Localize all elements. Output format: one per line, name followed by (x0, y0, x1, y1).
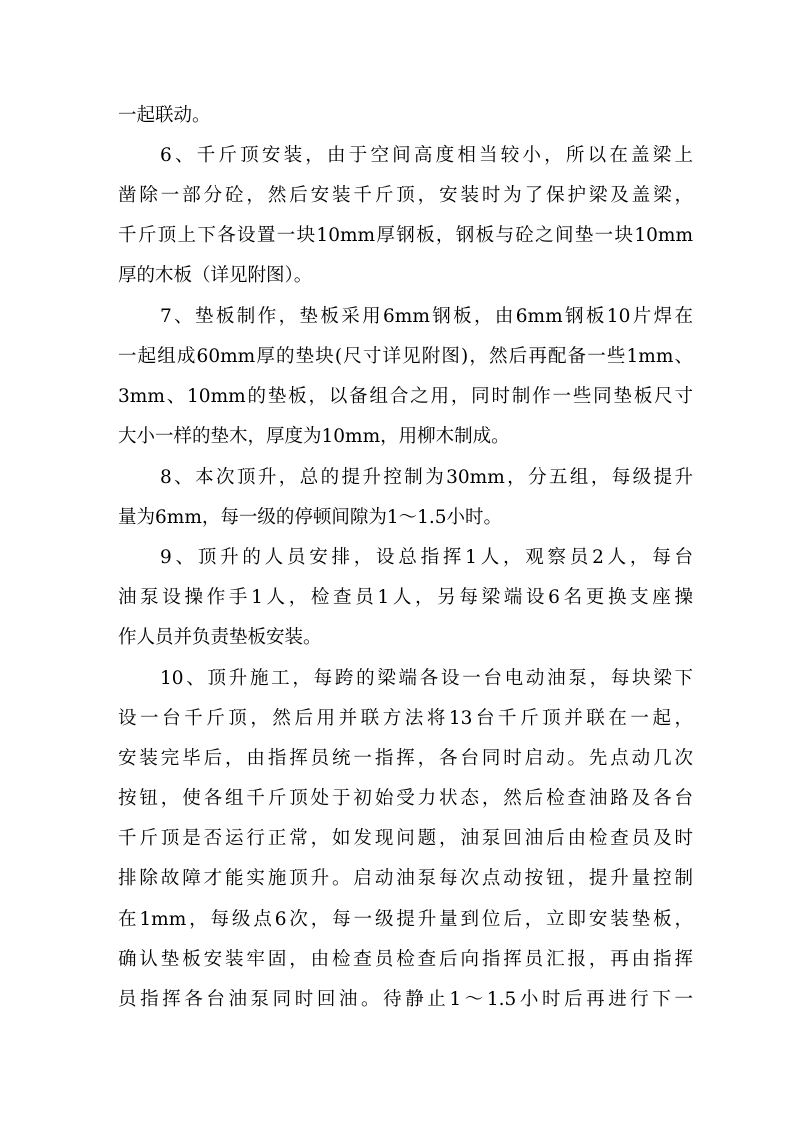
text-line: 安装完毕后，由指挥员统一指挥，各台同时启动。先点动几次 (118, 748, 693, 769)
text-line: 设一台千斤顶，然后用并联方法将13台千斤顶并联在一起， (118, 708, 693, 729)
text-line: 厚的木板（详见附图）。 (118, 265, 313, 286)
text-line: 在1mm，每级点6次，每一级提升量到位后，立即安装垫板， (118, 909, 693, 930)
text-line: 确认垫板安装牢固，由检查员检查后向指挥员汇报，再由指挥 (118, 949, 693, 970)
text-line: 一起联动。 (118, 105, 211, 126)
text-line: 按钮，使各组千斤顶处于初始受力状态，然后检查油路及各台 (118, 788, 693, 809)
text-line: 7、垫板制作，垫板采用6mm钢板，由6mm钢板10片焊在 (160, 306, 693, 327)
text-line: 千斤顶是否运行正常，如发现问题，油泵回油后由检查员及时 (118, 828, 693, 849)
text-line: 10、顶升施工，每跨的梁端各设一台电动油泵，每块梁下 (160, 668, 693, 689)
text-line: 员指挥各台油泵同时回油。待静止1～1.5小时后再进行下一 (118, 989, 693, 1010)
text-line: 量为6mm，每一级的停顿间隙为1～1.5小时。 (118, 507, 503, 528)
text-line: 作人员并负责垫板安装。 (118, 627, 322, 648)
text-line: 凿除一部分砼，然后安装千斤顶，安装时为了保护梁及盖梁， (118, 185, 693, 206)
text-line: 一起组成60mm厚的垫块(尺寸详见附图)，然后再配备一些1mm、 (118, 346, 693, 367)
text-line: 3mm、10mm的垫板，以备组合之用，同时制作一些同垫板尺寸 (118, 386, 693, 407)
text-line: 6、千斤顶安装，由于空间高度相当较小，所以在盖梁上 (160, 145, 693, 166)
text-line: 大小一样的垫木，厚度为10mm，用柳木制成。 (118, 426, 510, 447)
text-line: 8、本次顶升，总的提升控制为30mm，分五组，每级提升 (160, 467, 693, 488)
text-line: 排除故障才能实施顶升。启动油泵每次点动按钮，提升量控制 (118, 868, 693, 889)
text-line: 9、顶升的人员安排，设总指挥1人，观察员2人，每台 (160, 547, 693, 568)
text-line: 千斤顶上下各设置一块10mm厚钢板，钢板与砼之间垫一块10mm (118, 225, 693, 246)
text-line: 油泵设操作手1人，检查员1人，另每梁端设6名更换支座操 (118, 587, 693, 608)
